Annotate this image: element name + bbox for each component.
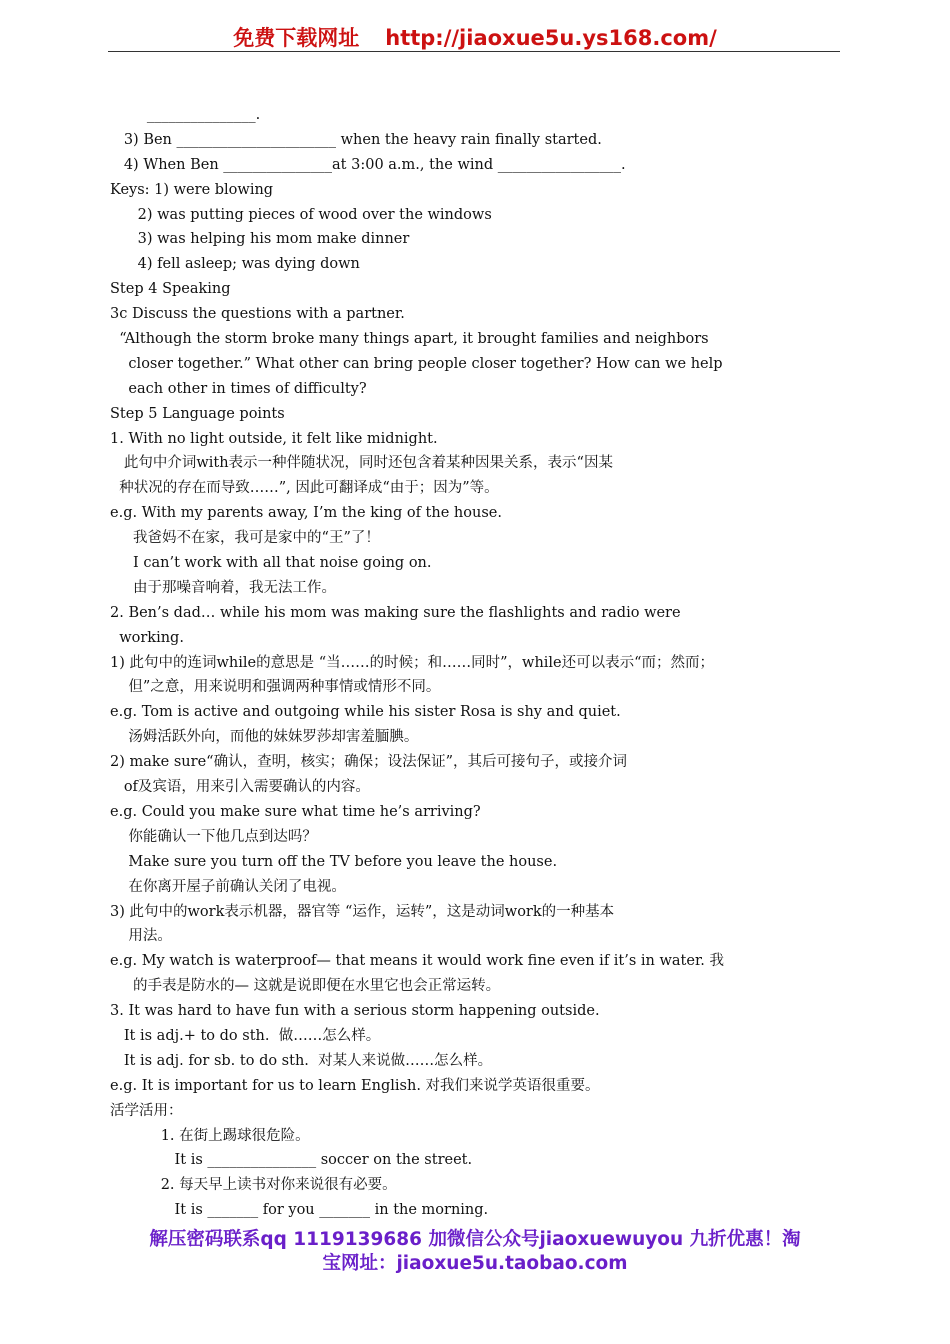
text-line: 活学活用： [110, 1102, 183, 1119]
text-line: 2. 每天早上读书对你来说很有必要。 [110, 1177, 397, 1194]
text-line: 3. It was hard to have fun with a serious storm happening outside. [110, 1003, 600, 1020]
text-line: e.g. Tom is active and outgoing while his sister Rosa is shy and quiet. [110, 704, 621, 721]
text-line: It is _______ for you _______ in the morning. [110, 1202, 489, 1219]
text-line: 3) 此句中的work表示机器，器官等 “运作，运转”，这是动词work的一种基本 [110, 903, 615, 920]
text-line: 你能确认一下他几点到达吗？ [110, 828, 317, 845]
text-line: of及宾语，用来引入需要确认的内容。 [110, 779, 370, 796]
text-line: 2) make sure“确认，查明，核实；确保；设法保证”，其后可接句子，或接介词 [110, 754, 627, 771]
text-line: working. [110, 629, 184, 646]
text-line: 我爸妈不在家，我可是家中的“王”了！ [110, 530, 380, 547]
text-line: e.g. It is important for us to learn English. 对我们来说学英语很重要。 [110, 1077, 600, 1094]
text-line: 4) fell asleep; was dying down [110, 256, 360, 273]
text-line: It is _______________ soccer on the street. [110, 1152, 473, 1169]
text-line: e.g. With my parents away, I’m the king of the house. [110, 505, 502, 522]
text-line: 2. Ben’s dad… while his mom was making sure the flashlights and radio were [110, 604, 681, 621]
text-line: 4) When Ben _______________at 3:00 a.m., the wind _________________. [110, 156, 626, 173]
text-line: 3) was helping his mom make dinner [110, 231, 410, 248]
text-line: 的手表是防水的— 这就是说即便在水里它也会正常运转。 [110, 978, 501, 995]
text-line: It is adj. for sb. to do sth. 对某人来说做……怎么样。 [110, 1052, 493, 1069]
footer-line-2: 宝网址：jiaoxue5u.taobao.com [322, 1253, 628, 1274]
text-line: Keys: 1) were blowing [110, 181, 274, 198]
text-line: 用法。 [110, 928, 172, 945]
text-line: 1. 在街上踢球很危险。 [110, 1127, 310, 1144]
text-line: each other in times of difficulty? [110, 380, 367, 397]
text-line: closer together.” What other can bring people closer together? How can we help [110, 355, 723, 372]
text-line: 由于那噪音响着，我无法工作。 [110, 579, 337, 596]
text-line: 种状况的存在而导致……”, 因此可翻译成“由于；因为”等。 [110, 480, 499, 497]
text-line: 汤姆活跃外向，而他的妹妹罗莎却害羞腼腆。 [110, 729, 419, 746]
document-body [110, 103, 840, 1223]
text-line: e.g. My watch is waterproof— that means it would work fine even if it’s in water. 我 [110, 953, 725, 970]
text-line: 3c Discuss the questions with a partner. [110, 306, 405, 323]
text-line: Make sure you turn off the TV before you leave the house. [110, 853, 558, 870]
footer-line-1: 解压密码联系qq 1119139686 加微信公众号jiaoxuewuyou 九折优惠！淘 [149, 1229, 801, 1250]
header-rule [108, 51, 840, 52]
text-line: Step 5 Language points [110, 405, 285, 422]
text-line: e.g. Could you make sure what time he’s arriving? [110, 803, 481, 820]
text-line: 2) was putting pieces of wood over the windows [110, 206, 492, 223]
text-line: “Although the storm broke many things apart, it brought families and neighbors [110, 331, 709, 348]
page-footer [0, 1228, 950, 1276]
page-header [0, 22, 950, 52]
text-line: Step 4 Speaking [110, 281, 231, 298]
text-line: 1. With no light outside, it felt like midnight. [110, 430, 438, 447]
text-line: 3) Ben ______________________ when the heavy rain finally started. [110, 131, 602, 148]
text-line: _______________. [110, 107, 261, 123]
text-line: 1) 此句中的连词while的意思是 “当……的时候；和……同时”，while还可以表示“而；然而； [110, 654, 715, 671]
text-line: 但”之意，用来说明和强调两种事情或情形不同。 [110, 679, 441, 696]
header-label: 免费下载网址 [233, 26, 360, 50]
text-line: 此句中介词with表示一种伴随状况，同时还包含着某种因果关系，表示“因某 [110, 455, 613, 472]
text-line: I can’t work with all that noise going on. [110, 555, 432, 572]
text-line: 在你离开屋子前确认关闭了电视。 [110, 878, 346, 895]
header-url[interactable]: http://jiaoxue5u.ys168.com/ [385, 26, 717, 50]
text-line: It is adj.+ to do sth. 做……怎么样。 [110, 1027, 381, 1044]
